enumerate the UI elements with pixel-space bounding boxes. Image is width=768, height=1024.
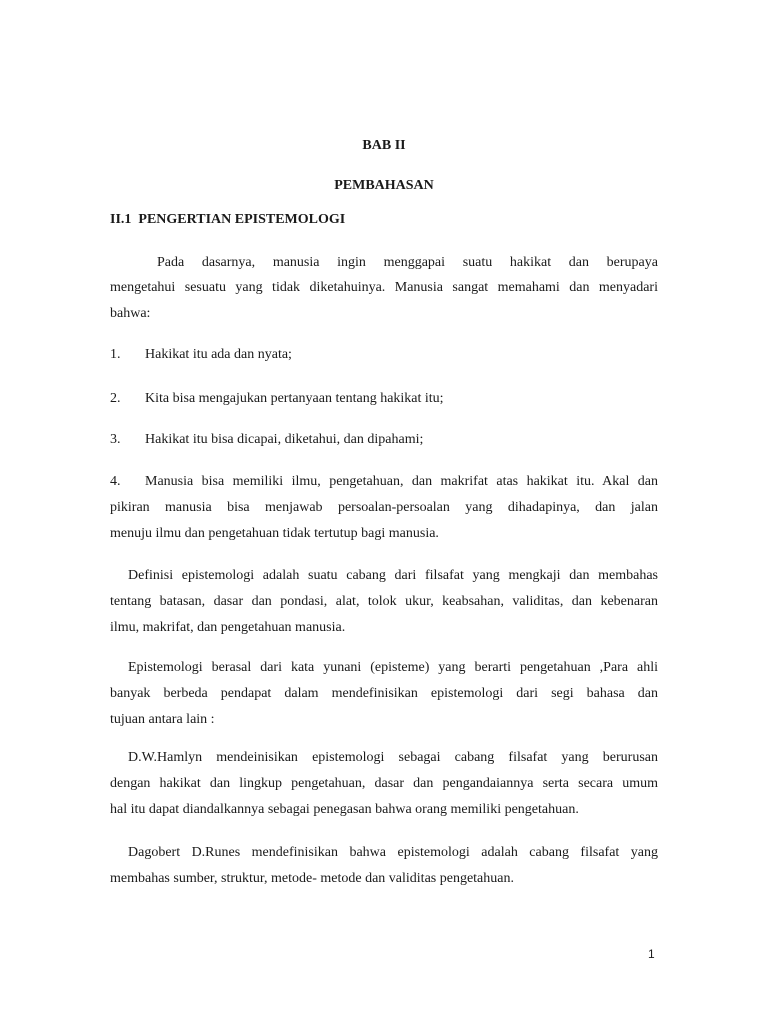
runes-line-2: membahas sumber, struktur, metode- metode dan validitas pengetahuan. — [110, 871, 514, 886]
intro-line-2: mengetahui sesuatu yang tidak diketahuinya. Manusia sangat memahami dan menyadari — [110, 280, 658, 295]
section-title: II.1 PENGERTIAN EPISTEMOLOGI — [110, 212, 346, 227]
list-number-1: 1. — [110, 347, 121, 362]
list-continuation-line-1: pikiran manusia bisa menjawab persoalan-persoalan yang dihadapinya, dan jalan — [110, 500, 658, 515]
runes-line-1: Dagobert D.Runes mendefinisikan bahwa epistemologi adalah cabang filsafat yang — [128, 845, 658, 860]
definisi-line-3: ilmu, makrifat, dan pengetahuan manusia. — [110, 620, 346, 635]
list-item-3: Hakikat itu bisa dicapai, diketahui, dan dipahami; — [145, 432, 424, 447]
asal-line-1: Epistemologi berasal dari kata yunani (episteme) yang berarti pengetahuan ,Para ahli — [128, 660, 658, 675]
list-number-2: 2. — [110, 391, 121, 406]
hamlyn-line-3: hal itu dapat diandalkannya sebagai penegasan bahwa orang memiliki pengetahuan. — [110, 802, 579, 817]
list-item-2: Kita bisa mengajukan pertanyaan tentang hakikat itu; — [145, 391, 444, 406]
hamlyn-line-1: D.W.Hamlyn mendeinisikan epistemologi sebagai cabang filsafat yang berurusan — [128, 750, 658, 765]
list-number-4: 4. — [110, 474, 121, 489]
list-item-4: Manusia bisa memiliki ilmu, pengetahuan, dan makrifat atas hakikat itu. Akal dan — [145, 474, 658, 489]
definisi-line-2: tentang batasan, dasar dan pondasi, alat, tolok ukur, keabsahan, validitas, dan kebenaran — [110, 594, 658, 609]
definisi-line-1: Definisi epistemologi adalah suatu cabang dari filsafat yang mengkaji dan membahas — [128, 568, 658, 583]
chapter-heading: BAB II — [362, 138, 406, 153]
page-number: 1 — [648, 947, 655, 961]
asal-line-2: banyak berbeda pendapat dalam mendefinisikan epistemologi dari segi bahasa dan — [110, 686, 658, 701]
list-number-3: 3. — [110, 432, 121, 447]
list-item-1: Hakikat itu ada dan nyata; — [145, 347, 292, 362]
intro-line-1: Pada dasarnya, manusia ingin menggapai suatu hakikat dan berupaya — [157, 255, 658, 270]
hamlyn-line-2: dengan hakikat dan lingkup pengetahuan, dasar dan pengandaiannya serta secara umum — [110, 776, 658, 791]
asal-line-3: tujuan antara lain : — [110, 712, 215, 727]
chapter-title: PEMBAHASAN — [334, 178, 434, 193]
list-continuation-line-2: menuju ilmu dan pengetahuan tidak tertutup bagi manusia. — [110, 526, 439, 541]
intro-line-3: bahwa: — [110, 306, 151, 321]
